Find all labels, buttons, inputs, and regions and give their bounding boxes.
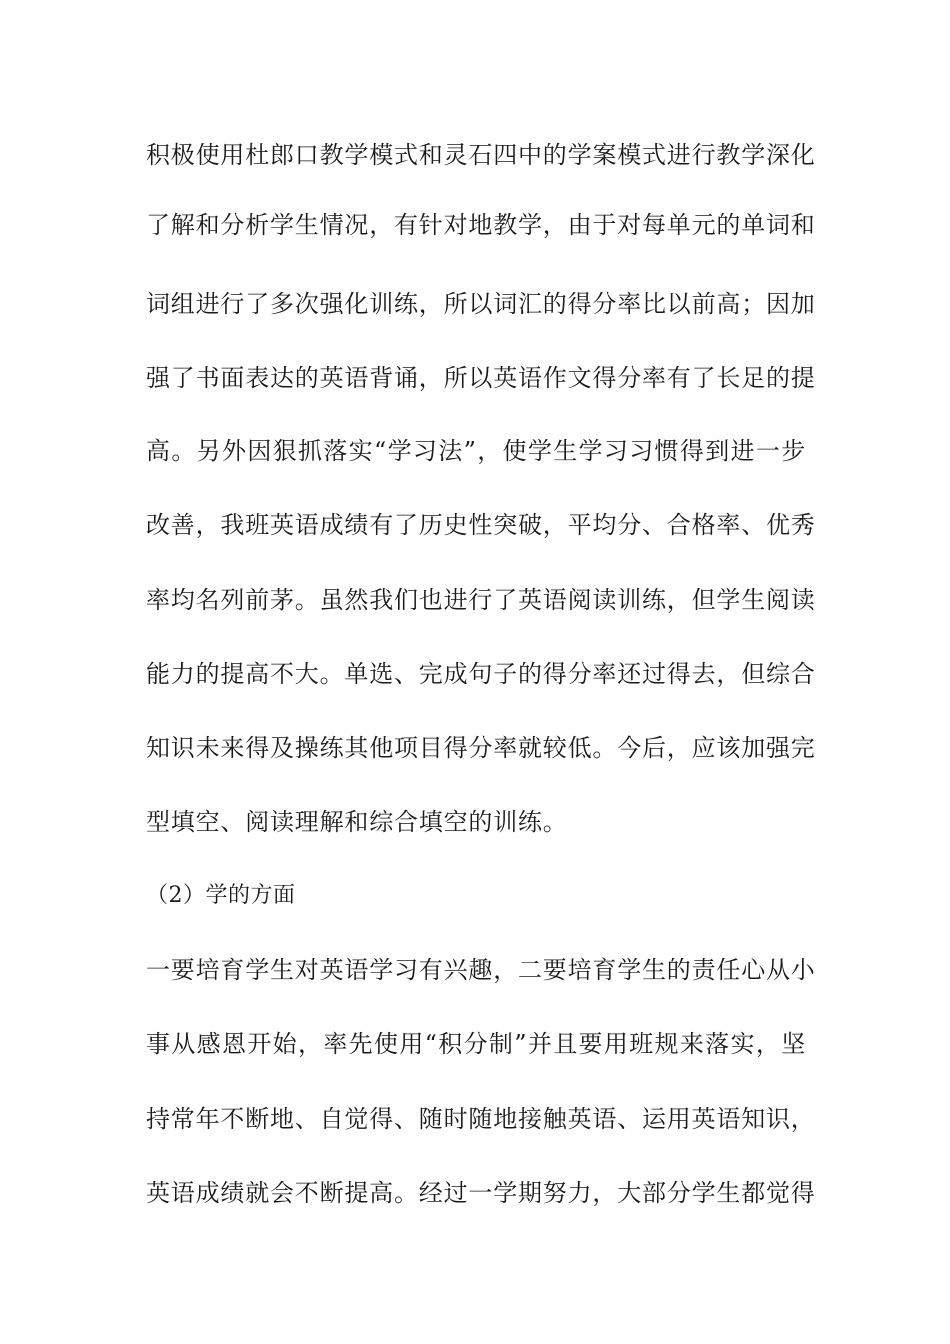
paragraph-1-line-1: 积极使用杜郎口教学模式和灵石四中的学案模式进行教学深化 xyxy=(146,141,816,169)
section-heading: （2）学的方面 xyxy=(146,883,296,908)
paragraph-1-line-2: 了解和分析学生情况，有针对地教学，由于对每单元的单词和 xyxy=(146,211,816,239)
paragraph-1-line-9: 知识未来得及操练其他项目得分率就较低。今后，应该加强完 xyxy=(146,734,816,762)
paragraph-2-line-3: 持常年不断地、自觉得、随时随地接触英语、运用英语知识， xyxy=(146,1105,816,1133)
paragraph-1-line-6: 改善，我班英语成绩有了历史性突破，平均分、合格率、优秀 xyxy=(146,511,816,539)
paragraph-2-line-4: 英语成绩就会不断提高。经过一学期努力，大部分学生都觉得 xyxy=(146,1179,816,1207)
paragraph-2-line-1: 一要培育学生对英语学习有兴趣，二要培育学生的责任心从小 xyxy=(146,956,816,984)
paragraph-1-line-7: 率均名列前茅。虽然我们也进行了英语阅读训练，但学生阅读 xyxy=(146,586,816,614)
paragraph-1-line-5: 高。另外因狠抓落实“学习法”，使学生学习习惯得到进一步 xyxy=(146,437,806,465)
paragraph-1-line-3: 词组进行了多次强化训练，所以词汇的得分率比以前高；因加 xyxy=(146,290,816,318)
paragraph-2-line-2: 事从感恩开始，率先使用“积分制”并且要用班规来落实，坚 xyxy=(146,1030,806,1058)
paragraph-1-line-10: 型填空、阅读理解和综合填空的训练。 xyxy=(146,808,568,836)
paragraph-1-line-8: 能力的提高不大。单选、完成句子的得分率还过得去，但综合 xyxy=(146,660,816,688)
paragraph-1-line-4: 强了书面表达的英语背诵，所以英语作文得分率有了长足的提 xyxy=(146,364,816,392)
